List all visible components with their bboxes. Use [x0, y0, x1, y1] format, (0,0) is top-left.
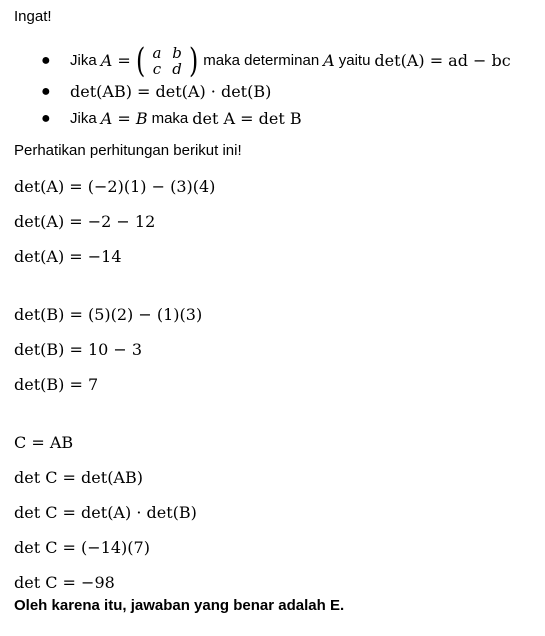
matrix-entry-a: a [152, 44, 162, 62]
heading-ingat: Ingat! [14, 8, 52, 25]
bullet-icon: ● [41, 110, 51, 127]
step-c-5: det C = −98 [14, 573, 115, 592]
step-det-b-3: det(B) = 7 [14, 375, 99, 394]
step-det-a-1: det(A) = (−2)(1) − (3)(4) [14, 177, 216, 196]
matrix-entry-b: b [172, 44, 182, 62]
rule-content [70, 78, 271, 105]
left-paren-icon: ( [135, 41, 146, 81]
rule-item-determinant [0, 41, 545, 81]
rules-list [0, 41, 545, 132]
rule-math-cond: A = B [100, 109, 148, 128]
rule-item-equality [0, 105, 545, 132]
conclusion-text: Oleh karena itu, jawaban yang benar adalah E. [14, 597, 345, 614]
step-det-b-1: det(B) = (5)(2) − (1)(3) [14, 305, 203, 324]
rule-math-product: det(AB) = det(A) · det(B) [70, 82, 272, 101]
matrix-entry-c: c [152, 60, 162, 78]
matrix-entry-d: d [172, 60, 182, 78]
step-det-b-2: det(B) = 10 − 3 [14, 340, 143, 359]
rule-math-result: det A = det B [192, 109, 302, 128]
rule-text-maka: maka determinan [203, 52, 320, 69]
rule-text-yaitu: yaitu [338, 52, 371, 69]
rule-text-jika: Jika [70, 110, 97, 127]
matrix-2x2 [134, 41, 201, 81]
right-paren-icon: ) [188, 41, 199, 81]
step-c-2: det C = det(AB) [14, 468, 143, 487]
intro-text: Perhatikan perhitungan berikut ini! [14, 142, 242, 159]
rule-text-maka: maka [151, 110, 189, 127]
rule-content [70, 41, 511, 81]
rule-math-formula: det(A) = ad − bc [374, 51, 511, 70]
matrix-entries [147, 45, 187, 77]
rule-item-product [0, 78, 545, 105]
step-c-1: C = AB [14, 433, 74, 452]
step-det-a-3: det(A) = −14 [14, 247, 122, 266]
step-c-4: det C = (−14)(7) [14, 538, 150, 557]
step-det-a-2: det(A) = −2 − 12 [14, 212, 156, 231]
rule-math-lhs: A = [100, 51, 131, 70]
step-c-3: det C = det(A) · det(B) [14, 503, 197, 522]
rule-content [70, 105, 302, 132]
bullet-icon: ● [41, 83, 51, 100]
rule-text-jika: Jika [70, 52, 97, 69]
bullet-icon: ● [41, 52, 51, 69]
rule-math-a: A [323, 51, 335, 70]
